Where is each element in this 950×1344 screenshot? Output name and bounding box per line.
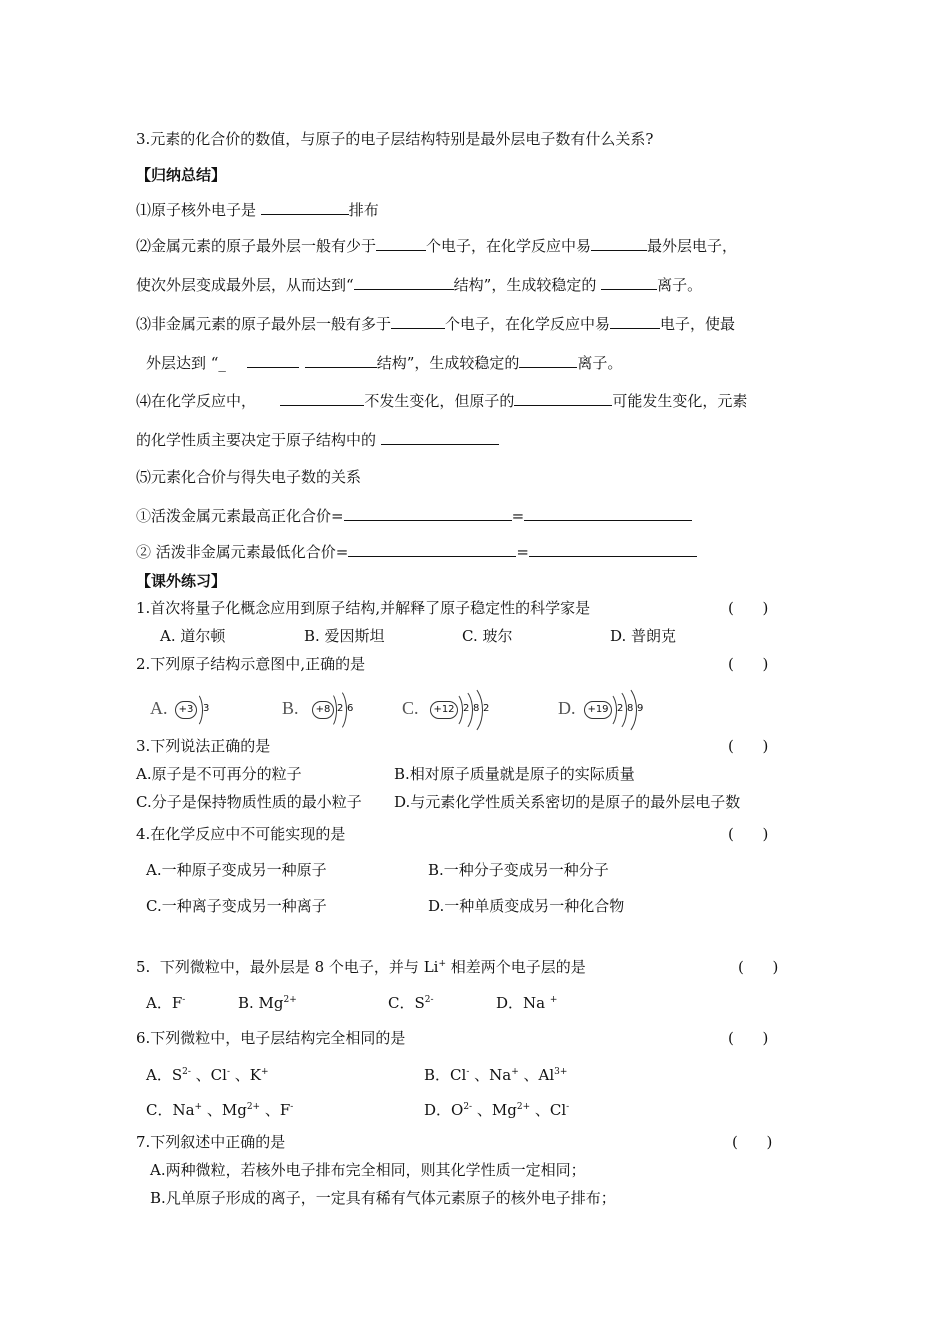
shell-electron-count: 2 [617,703,624,714]
fill-blank[interactable] [519,352,577,368]
option-text: 、Cl [190,1066,227,1084]
practice-heading: 【课外练习】 [136,572,227,590]
practice-7-option-b[interactable]: B.凡单原子形成的离子，一定具有稀有气体元素原子的核外电子排布； [150,1189,616,1207]
summary-item-5a [136,505,692,526]
atom-diagram-c[interactable] [402,686,492,732]
summary-text: 的化学性质主要决定于原子结构中的 [136,431,381,449]
summary-item-4 [136,390,747,411]
charge-superscript: - [226,1067,230,1077]
practice-4-option-c[interactable]: C.一种离子变成另一种离子 [146,897,327,915]
summary-item-5b [136,541,697,562]
practice-6-stem: 6.下列微粒中，电子层结构完全相同的是 [136,1029,406,1047]
diagram-label: B. [282,698,299,718]
summary-item-3-cont [146,352,622,373]
practice-5-stem [136,957,586,977]
option-text: 、F [260,1101,291,1119]
summary-item-2 [136,235,737,256]
option-text: B. Mg [238,994,284,1012]
fill-blank[interactable] [348,541,516,557]
fill-blank[interactable] [376,235,426,251]
practice-3-option-c[interactable]: C.分子是保持物质性质的最小粒子 [136,793,362,811]
summary-item-2-cont [136,274,702,295]
summary-text: 个电子，在化学反应中易 [426,237,592,255]
summary-text: 使次外层变成最外层，从而达到“ [136,276,354,294]
charge-superscript: 3+ [554,1067,568,1077]
summary-item-5: ⑸元素化合价与得失电子数的关系 [136,468,362,486]
practice-1-option-d[interactable]: D. 普朗克 [610,627,677,645]
shell-electron-count: 2 [337,703,344,714]
shell-electron-count: 6 [347,703,354,714]
practice-5-option-c[interactable] [388,993,434,1013]
answer-paren[interactable]: ( ) [728,599,769,617]
atom-diagram-b[interactable] [282,686,362,732]
charge-superscript: 2- [424,995,434,1005]
summary-heading: 【归纳总结】 [136,166,227,184]
summary-item-4-cont [136,429,499,450]
practice-1-option-b[interactable]: B. 爱因斯坦 [304,627,385,645]
fill-blank[interactable] [514,390,612,406]
nucleus: +8 [312,701,334,719]
practice-6-option-b[interactable] [424,1065,567,1085]
option-text: 、Na [469,1066,512,1084]
option-text: 、Cl [530,1101,567,1119]
answer-paren[interactable]: ( ) [728,1029,769,1047]
summary-text: ⑷在化学反应中， [136,392,271,410]
summary-text: 离子。 [577,354,623,372]
fill-blank[interactable] [261,199,349,215]
atom-diagram-a[interactable] [150,686,220,732]
summary-text: 个电子，在化学反应中易 [445,315,611,333]
nucleus: +19 [584,701,612,719]
fill-blank[interactable] [344,505,512,521]
shell-electron-count: 3 [203,703,210,714]
shell-electron-count: 8 [627,703,634,714]
practice-7-stem: 7.下列叙述中正确的是 [136,1133,286,1151]
option-text: D．Na [496,994,550,1012]
shell-electron-count: 8 [473,703,480,714]
practice-3-option-b[interactable]: B.相对原子质量就是原子的实际质量 [394,765,635,783]
nucleus: +3 [175,701,197,719]
option-text: B．Cl [424,1066,467,1084]
diagram-label: C. [402,698,419,718]
electron-shell [186,692,203,728]
fill-blank[interactable] [247,352,299,368]
practice-3-option-a[interactable]: A.原子是不可再分的粒子 [136,765,302,783]
practice-6-option-c[interactable] [146,1100,293,1120]
shell-electron-count: 2 [483,703,490,714]
charge-superscript: + [194,1102,203,1112]
fill-blank[interactable] [305,352,377,368]
summary-text: 可能发生变化，元素 [612,392,748,410]
summary-text: ⑴原子核外电子是 [136,201,261,219]
practice-1-stem: 1.首次将量子化概念应用到原子结构,并解释了原子稳定性的科学家是 [136,599,591,617]
summary-text: = [516,543,529,561]
summary-text: 结构”，生成较稳定的 [453,276,602,294]
summary-item-3 [136,313,735,334]
charge-superscript: + [260,1067,269,1077]
option-text: C．Na [146,1101,195,1119]
diagram-label: A. [150,698,168,718]
summary-text: 外层达到 “_ [146,354,231,372]
diagram-label: D. [558,698,576,718]
answer-paren[interactable]: ( ) [728,737,769,755]
practice-7-option-a[interactable]: A.两种微粒，若核外电子排布完全相同，则其化学性质一定相同； [150,1161,586,1179]
practice-4-option-a[interactable]: A.一种原子变成另一种原子 [146,861,327,879]
shell-electron-count: 2 [463,703,470,714]
practice-2-stem: 2.下列原子结构示意图中,正确的是 [136,655,366,673]
option-text: A．F [146,994,183,1012]
stem-text: 相差两个电子层的是 [446,958,586,976]
practice-5-option-d[interactable] [496,993,557,1013]
practice-5-option-b[interactable] [238,993,297,1013]
charge-superscript: 2- [463,1102,473,1112]
summary-text: 结构”，生成较稳定的 [376,354,520,372]
summary-text: 最外层电子， [647,237,738,255]
summary-text: 电子，使最 [660,315,736,333]
practice-3-option-d[interactable]: D.与元素化学性质关系密切的是原子的最外层电子数 [394,793,741,811]
charge-superscript: 2+ [516,1102,531,1112]
fill-blank[interactable] [591,235,647,251]
shell-electron-count: 9 [637,703,644,714]
charge-superscript: + [549,995,558,1005]
charge-superscript: + [438,959,447,969]
summary-text: ⑵金属元素的原子最外层一般有少于 [136,237,377,255]
atom-diagram-d[interactable] [558,686,648,732]
fill-blank[interactable] [610,313,660,329]
practice-4-stem: 4.在化学反应中不可能实现的是 [136,825,346,843]
fill-blank[interactable] [524,505,692,521]
answer-paren[interactable]: ( ) [728,825,769,843]
practice-4-option-d[interactable]: D.一种单质变成另一种化合物 [428,897,625,915]
charge-superscript: - [290,1102,294,1112]
summary-text: = [511,507,525,525]
fill-blank[interactable] [601,274,657,290]
fill-blank[interactable] [391,313,445,329]
practice-1-option-a[interactable]: A. 道尔顿 [160,627,226,645]
answer-paren[interactable]: ( ) [728,655,769,673]
summary-item-1 [136,199,379,220]
charge-superscript: + [511,1067,519,1077]
summary-text: ①活泼金属元素最高正化合价= [136,507,344,525]
summary-text: ② 活泼非金属元素最低化合价= [136,543,349,561]
charge-superscript: 2- [182,1067,191,1077]
charge-superscript: - [566,1102,570,1112]
charge-superscript: 2+ [246,1102,261,1112]
practice-5-option-a[interactable] [146,993,185,1013]
summary-text: ⑶非金属元素的原子最外层一般有多于 [136,315,392,333]
fill-blank[interactable] [280,390,364,406]
fill-blank[interactable] [381,429,499,445]
question-3-title: 3.元素的化合价的数值，与原子的电子层结构特别是最外层电子数有什么关系? [136,130,654,148]
fill-blank[interactable] [354,274,454,290]
option-text: 、K [229,1066,261,1084]
answer-paren[interactable]: ( ) [732,1133,773,1151]
option-text: 、Mg [202,1101,247,1119]
charge-superscript: - [182,995,186,1005]
practice-4-option-b[interactable]: B.一种分子变成另一种分子 [428,861,609,879]
stem-text: 5. 下列微粒中，最外层是 8 个电子，并与 Li [136,958,439,976]
summary-text: 不发生变化，但原子的 [364,392,515,410]
charge-superscript: 2+ [283,995,297,1005]
practice-1-option-c[interactable]: C. 玻尔 [462,627,513,645]
practice-3-stem: 3.下列说法正确的是 [136,737,271,755]
answer-paren[interactable]: ( ) [738,958,779,976]
option-text: A．S [146,1066,183,1084]
option-text: 、Al [518,1066,555,1084]
option-text: C．S [388,994,425,1012]
practice-6-option-a[interactable] [146,1065,269,1085]
summary-text: 排布 [348,201,379,219]
charge-superscript: - [466,1067,470,1077]
summary-text: 离子。 [657,276,703,294]
nucleus: +12 [430,701,458,719]
option-text: 、Mg [472,1101,517,1119]
option-text: D．O [424,1101,464,1119]
practice-6-option-d[interactable] [424,1100,569,1120]
fill-blank[interactable] [529,541,697,557]
